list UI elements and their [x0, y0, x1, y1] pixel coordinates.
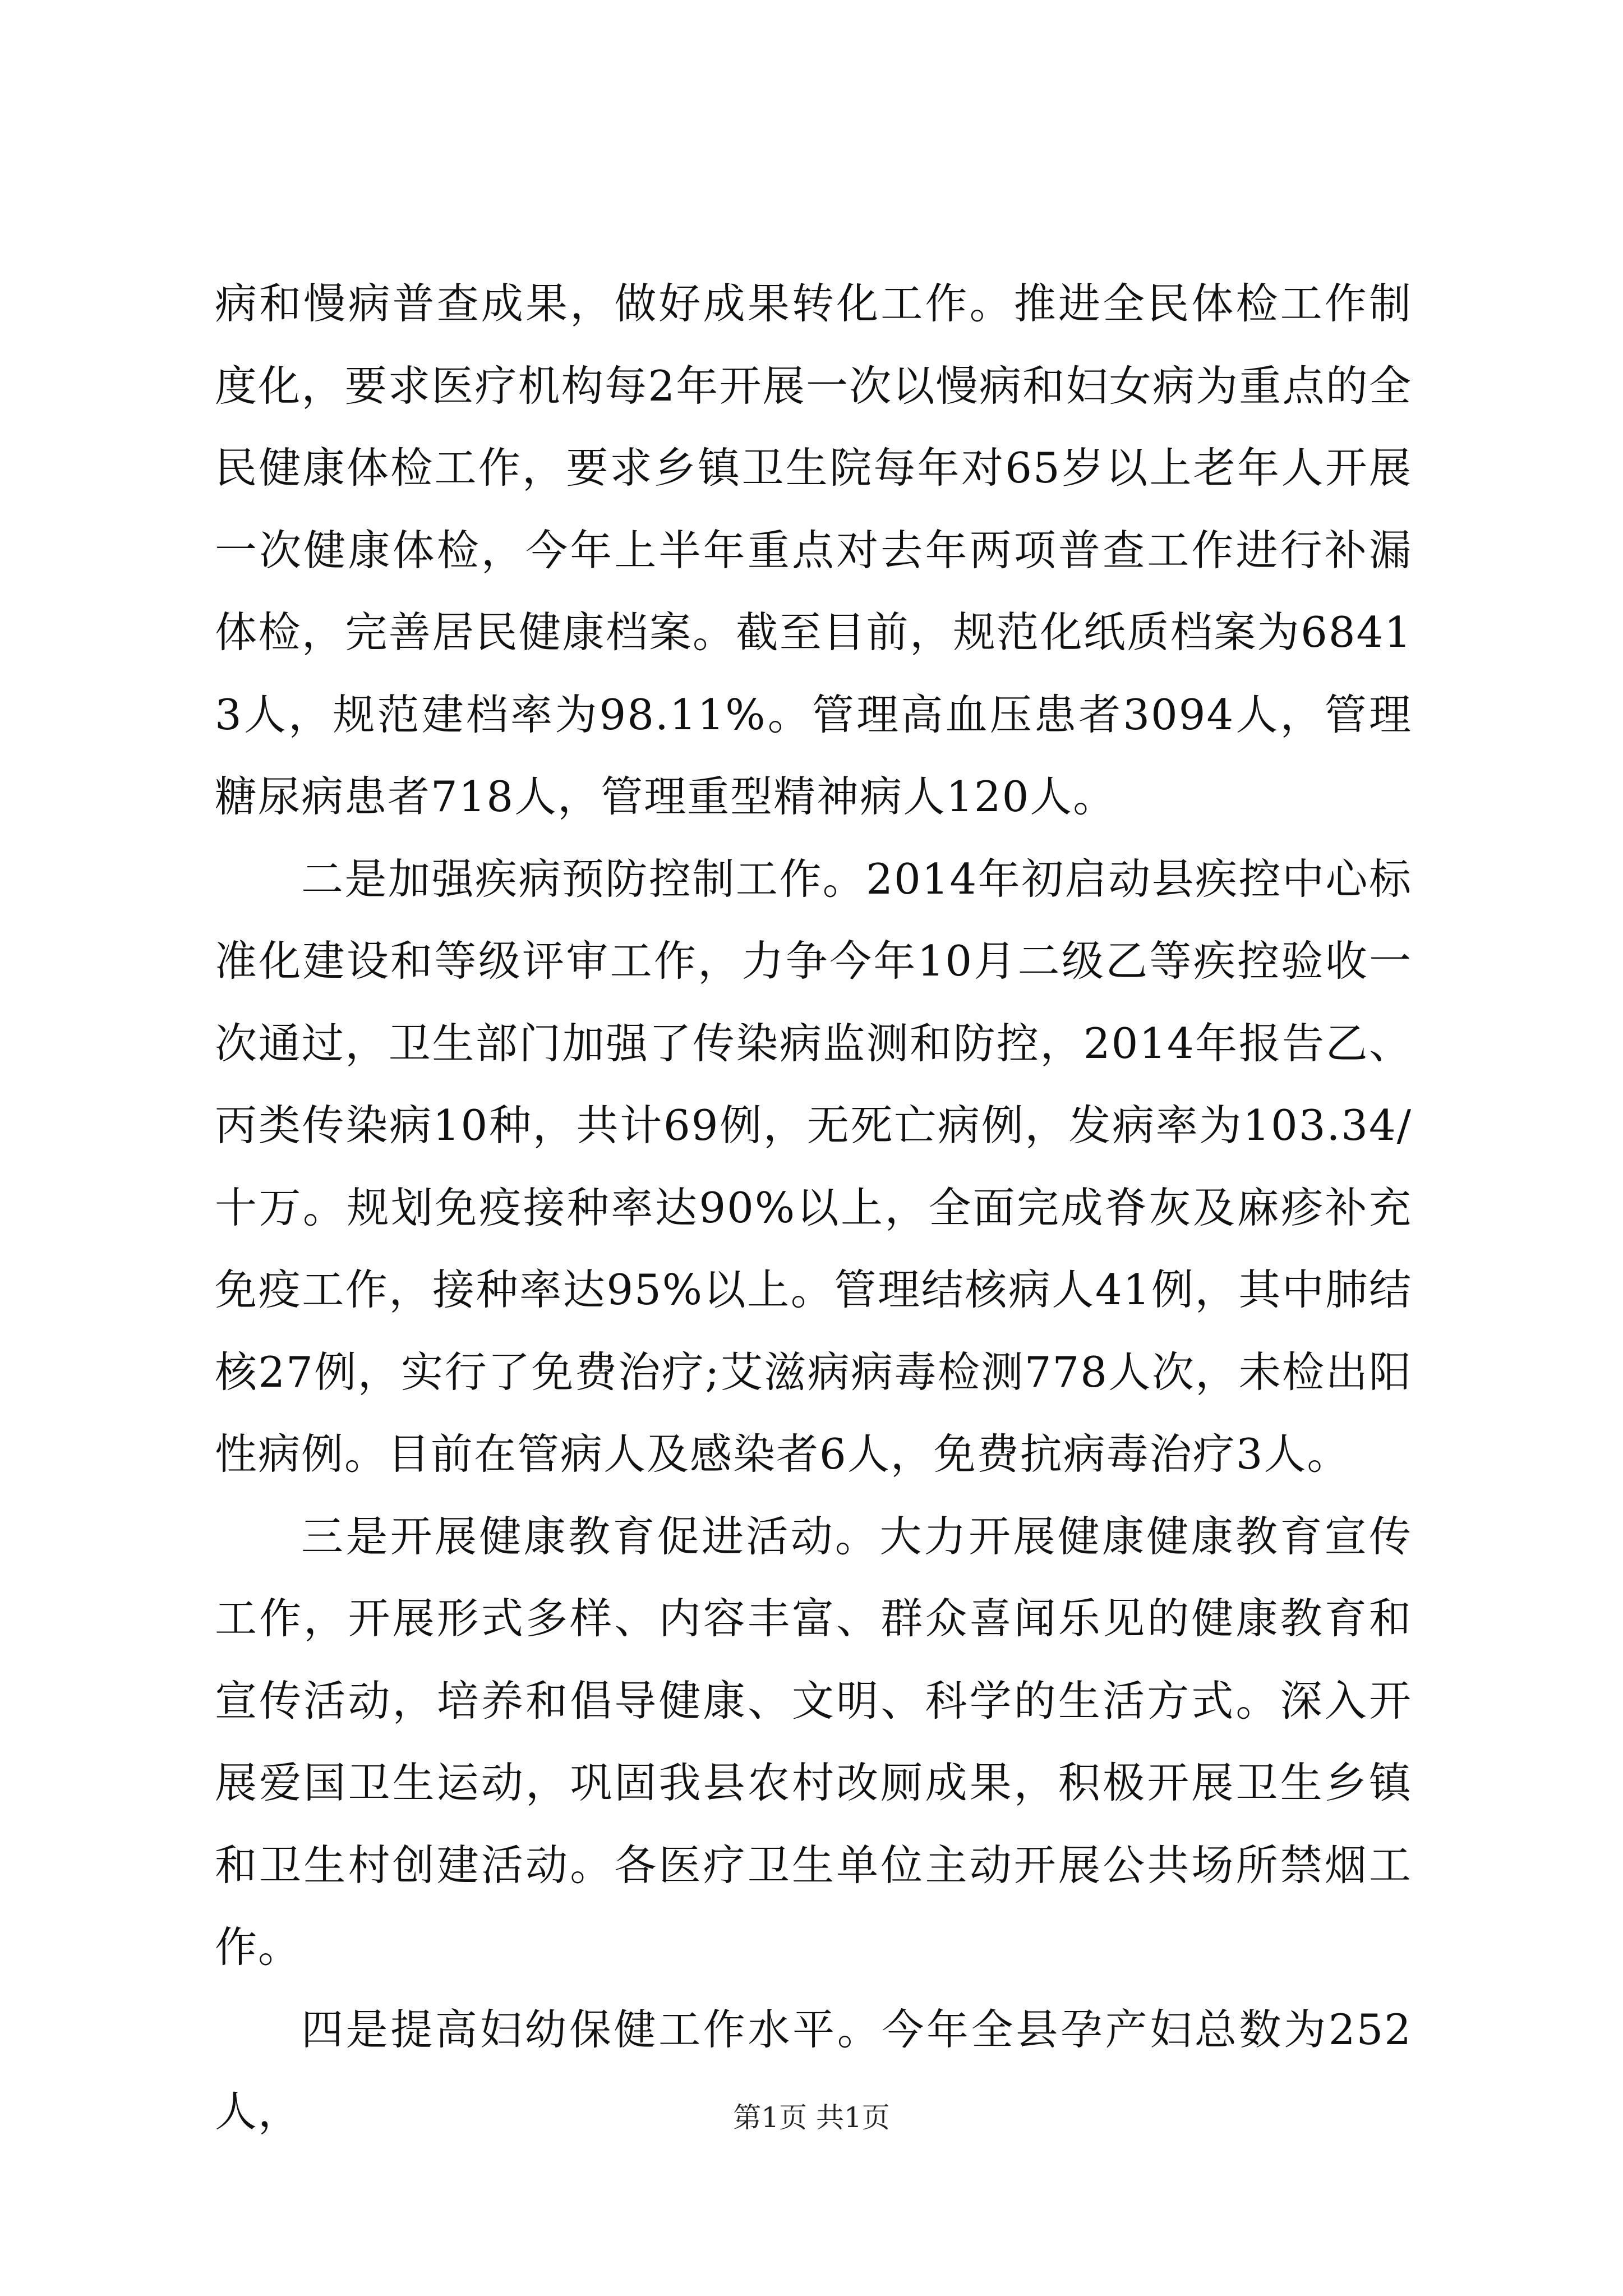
page-footer: 第1页 共1页	[733, 2101, 890, 2134]
document-body	[215, 263, 1412, 2153]
paragraph-4: 四是提高妇幼保健工作水平。今年全县孕产妇总数为252人，	[215, 2004, 1412, 2136]
paragraph-3: 三是开展健康教育促进活动。大力开展健康健康教育宣传工作，开展形式多样、内容丰富、群众喜闻乐见的健康教育和宣传活动，培养和倡导健康、文明、科学的生活方式。深入开展爱国卫生运动，巩固我县农村改厕成果，积极开展卫生乡镇和卫生村创建活动。各医疗卫生单位主动开展公共场所禁烟工作。	[215, 1511, 1412, 1972]
paragraph-2: 二是加强疾病预防控制工作。2014年初启动县疾控中心标准化建设和等级评审工作，力争今年10月二级乙等疾控验收一次通过，卫生部门加强了传染病监测和防控，2014年报告乙、丙类传染病10种，共计69例，无死亡病例，发病率为103.34/十万。规划免疫接种率达90%以上，全面完成脊灰及麻疹补充免疫工作，接种率达95%以上。管理结核病人41例，其中肺结核27例，实行了免费治疗;艾滋病病毒检测778人次，未检出阳性病例。目前在管病人及感染者6人，免费抗病毒治疗3人。	[215, 854, 1412, 1479]
paragraph-1: 病和慢病普查成果，做好成果转化工作。推进全民体检工作制度化，要求医疗机构每2年开展一次以慢病和妇女病为重点的全民健康体检工作，要求乡镇卫生院每年对65岁以上老年人开展一次健康体检，今年上半年重点对去年两项普查工作进行补漏体检，完善居民健康档案。截至目前，规范化纸质档案为68413人，规范建档率为98.11%。管理高血压患者3094人，管理糖尿病患者718人，管理重型精神病人120人。	[215, 279, 1412, 821]
